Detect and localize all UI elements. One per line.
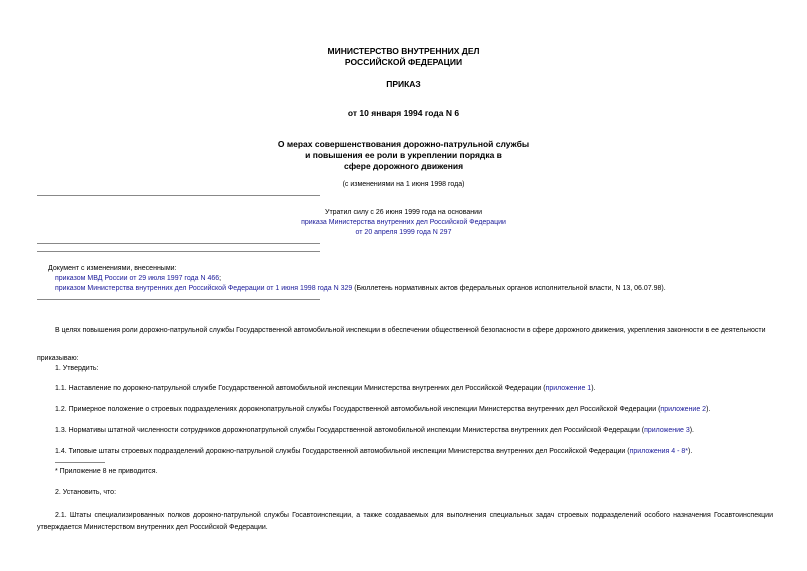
document-type: ПРИКАЗ xyxy=(386,79,421,89)
amendment-link-1997[interactable]: приказом МВД России от 29 июля 1997 года N 466 xyxy=(55,275,220,282)
item-1-1-text: 1.1. Наставление по дорожно-патрульной службе Государственной автомобильной инспекции Министерства внутренних дел Российской Федерации ( xyxy=(55,385,546,392)
appendix-1-link[interactable]: приложение 1 xyxy=(545,385,592,392)
changes-item-2 xyxy=(55,285,666,294)
amendments-note: (с изменениями на 1 июня 1998 года) xyxy=(342,181,465,188)
repeal-order-link[interactable]: приказа Министерства внутренних дел Российской Федерации xyxy=(301,219,506,226)
footnote-divider xyxy=(55,462,105,463)
footnote: * Приложение 8 не приводится. xyxy=(55,468,158,475)
repeal-status: Утратил силу с 26 июня 1999 года на основании xyxy=(325,209,482,216)
changes-intro: Документ с изменениями, внесенными: xyxy=(48,265,177,272)
item-1: 1. Утвердить: xyxy=(55,365,99,372)
amendment-link-1998[interactable]: приказом Министерства внутренних дел Российской Федерации от 1 июня 1998 года N 329 xyxy=(55,285,353,292)
preamble: В целях повышения роли дорожно-патрульной службы Государственной автомобильной инспекции в обеспечении общественной безопасности в сфере дорожного движения, укрепления законности в ее деятельности xyxy=(55,327,766,334)
repeal-order-date-link[interactable]: от 20 апреля 1999 года N 297 xyxy=(355,229,452,236)
item-1-1 xyxy=(55,385,595,394)
amendment-link-1998-suffix: (Бюллетень нормативных актов федеральных органов исполнительной власти, N 13, 06.07.98). xyxy=(352,285,666,292)
ministry-line-2: РОССИЙСКОЙ ФЕДЕРАЦИИ xyxy=(344,57,463,67)
divider xyxy=(37,299,320,300)
amendment-link-1997-suffix: ; xyxy=(219,275,222,282)
order-word: приказываю: xyxy=(37,355,79,362)
item-1-3-text: 1.3. Нормативы штатной численности сотрудников дорожнопатрульной службы Государственной автомобильной инспекции Министерства внутренних дел Российской Федерации ( xyxy=(55,427,645,434)
item-2-1: 2.1. Штаты специализированных полков дорожно-патрульной службы Госавтоинспекции, а также создаваемых для выполнения специальных задач строевых подразделений особого назначения Госавтоинспекции утверждается Министерством внутренних дел Российской Федерации. xyxy=(37,512,773,531)
divider xyxy=(37,251,320,252)
document-title-line-2: и повышения ее роли в укреплении порядка в xyxy=(305,150,502,160)
item-1-1-end: ). xyxy=(591,385,596,392)
divider xyxy=(37,243,320,244)
item-1-3-end: ). xyxy=(689,427,694,434)
item-1-2-text: 1.2. Примерное положение о строевых подразделениях дорожнопатрульной службы Государственной автомобильной инспекции Министерства внутренних дел Российской Федерации ( xyxy=(55,406,661,413)
document-title-line-3: сфере дорожного движения xyxy=(343,161,464,171)
item-1-3 xyxy=(55,427,694,436)
item-1-2 xyxy=(55,406,710,415)
changes-item-1 xyxy=(55,275,221,284)
document-title-line-1: О мерах совершенствования дорожно-патрульной службы xyxy=(277,139,530,149)
item-1-4 xyxy=(55,448,692,457)
divider xyxy=(37,195,320,196)
appendix-2-link[interactable]: приложение 2 xyxy=(660,406,707,413)
appendix-3-link[interactable]: приложение 3 xyxy=(644,427,690,434)
item-1-4-text: 1.4. Типовые штаты строевых подразделений дорожно-патрульной службы Государственной автомобильной инспекции Министерства внутренних дел Российской Федерации ( xyxy=(55,448,630,455)
appendix-4-8-link[interactable]: приложения 4 - 8* xyxy=(629,448,689,455)
item-1-2-end: ). xyxy=(706,406,711,413)
item-2: 2. Установить, что: xyxy=(55,489,117,496)
document-date-number: от 10 января 1994 года N 6 xyxy=(347,108,460,118)
ministry-line-1: МИНИСТЕРСТВО ВНУТРЕННИХ ДЕЛ xyxy=(327,46,480,56)
item-1-4-end: ). xyxy=(688,448,693,455)
